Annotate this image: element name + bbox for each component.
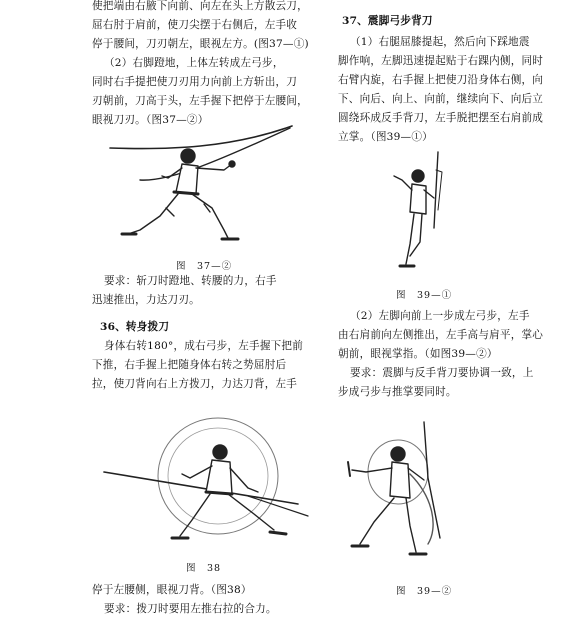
req-line-2: 迅速推出，力达刀刃。 (92, 294, 200, 306)
p2-line-2: 同时右手提把使刀刃用力向前上方斩出，刀 (92, 76, 298, 88)
p1-line-5: 圆绕环成反手背刀，左手脱把摆至右肩前成 (338, 112, 544, 124)
p2-line-3: 刃朝前，刀高于头，左手握下把停于左腰间， (92, 95, 308, 107)
p2-line-1: （2）右脚蹬地，上体左转成左弓步， (104, 57, 284, 69)
figure-38-caption: 图 38 (186, 563, 222, 574)
intro-line-3: 停于腰间，刀刃朝左，眼视左方。(图37—①) (92, 38, 309, 50)
p2-line-4: 眼视刀刃。（图37—②） (92, 114, 209, 126)
p1-line-3: 右臂内旋，右手握上把使刀沿身体右侧，向 (338, 74, 544, 86)
figure-39-1-caption: 图 39—① (396, 290, 453, 301)
req-line-1: 要求：斩刀时蹬地、转腰的力，右手 (104, 275, 277, 287)
sec36-line-2: 下推，右手握上把随身体右转之势屈肘后 (92, 359, 287, 371)
section-37-title: 37、震脚弓步背刀 (342, 15, 433, 27)
figure-38 (98, 412, 318, 552)
p1-line-2: 脚作响，左脚迅速提起贴于右踝内侧，同时 (338, 55, 544, 67)
p1-line-6: 立掌。（图39—①） (338, 131, 433, 143)
end-line-2: 要求：拨刀时要用左推右拉的合力。 (104, 603, 277, 615)
end-line-1: 停于左腰侧，眼视刀背。（图38） (92, 584, 252, 596)
p2r-line-3: 朝前，眼视掌指。（如图39—②） (338, 348, 498, 360)
p2r-line-2: 由右肩前向左侧推出，左手高与肩平，掌心 (338, 329, 544, 341)
intro-line-1: 使把端由右腋下向前、向左在头上方散云刀， (92, 0, 308, 12)
figure-39-2-caption: 图 39—② (396, 586, 453, 597)
sec36-line-1: 身体右转180°，成右弓步，左手握下把前 (104, 340, 304, 352)
reqr-line-1: 要求：震脚与反手背刀要协调一致，上 (350, 367, 534, 379)
section-36-title: 36、转身拨刀 (100, 321, 170, 333)
sec36-line-3: 拉，使刀背向右上方拨刀，力达刀背，左手 (92, 378, 298, 390)
figure-39-1 (380, 150, 480, 275)
p1-line-4: 下、向后、向上、向前，继续向下、向后立 (338, 93, 544, 105)
figure-37-2 (100, 120, 310, 250)
figure-39-2 (338, 418, 468, 568)
figure-37-2-caption: 图 37—② (176, 261, 233, 272)
reqr-line-2: 步成弓步与推掌要同时。 (338, 386, 457, 398)
p1-line-1: （1）右腿屈膝提起，然后向下踩地震 (350, 36, 530, 48)
p2r-line-1: （2）左脚向前上一步成左弓步，左手 (350, 310, 530, 322)
intro-line-2: 屈右肘于肩前，使刀尖摆于右侧后，左手收 (92, 19, 298, 31)
